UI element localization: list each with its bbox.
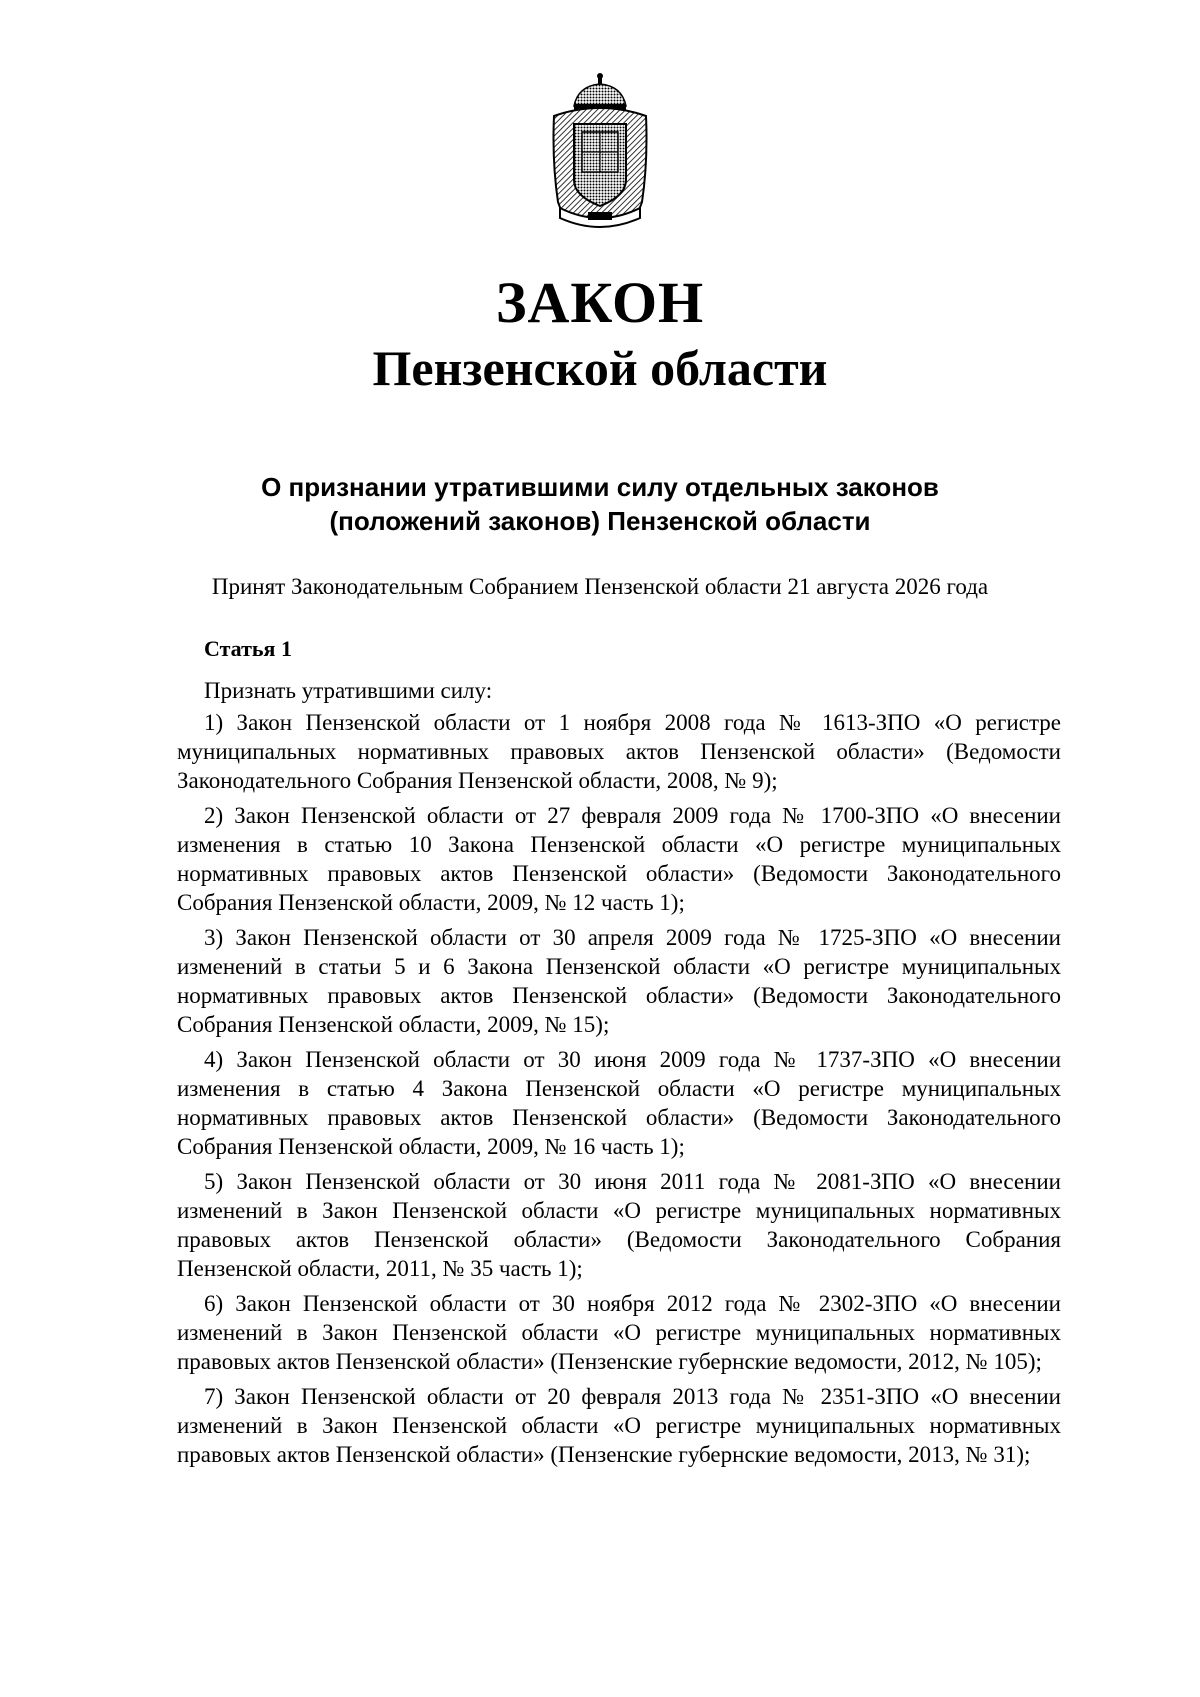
list-item: 6) Закон Пензенской области от 30 ноября 2012 года № 2302-ЗПО «О внесении изменений в Закон Пензенской области «О регистре муниципальных нормативных правовых актов Пензенской области» (Пензенские губернские ведомости, 2012, № 105); bbox=[177, 1291, 1061, 1374]
list-item: 1) Закон Пензенской области от 1 ноября 2008 года № 1613-ЗПО «О регистре муниципальных нормативных правовых актов Пензенской области» (Ведомости Законодательного Собрания Пензенской области, 2008, № 9); bbox=[177, 710, 1061, 793]
list-item: 7) Закон Пензенской области от 20 февраля 2013 года № 2351-ЗПО «О внесении изменений в Закон Пензенской области «О регистре муниципальных нормативных правовых актов Пензенской области» (Пензенские губернские ведомости, 2013, № 31); bbox=[177, 1384, 1061, 1467]
law-subject-line: О признании утратившими силу отдельных законов bbox=[261, 472, 939, 502]
law-subject bbox=[0, 470, 1200, 538]
article-body bbox=[177, 676, 1061, 1475]
penza-region-coat-of-arms-icon bbox=[544, 72, 656, 232]
article-intro: Признать утратившими силу: bbox=[204, 678, 493, 703]
law-subject-line: (положений законов) Пензенской области bbox=[329, 506, 871, 536]
list-item: 4) Закон Пензенской области от 30 июня 2009 года № 1737-ЗПО «О внесении изменения в статью 4 Закона Пензенской области «О регистре муниципальных нормативных правовых актов Пензенской области» (Ведомости Законодательного Собрания Пензенской области, 2009, № 16 часть 1); bbox=[177, 1047, 1061, 1159]
law-region-subtitle: Пензенской области bbox=[372, 340, 828, 396]
list-item: 5) Закон Пензенской области от 30 июня 2011 года № 2081-ЗПО «О внесении изменений в Закон Пензенской области «О регистре муниципальных нормативных правовых актов Пензенской области» (Ведомости Законодательного Собрания Пензенской области, 2011, № 35 часть 1); bbox=[177, 1169, 1061, 1281]
article-heading: Статья 1 bbox=[204, 636, 292, 661]
list-item: 3) Закон Пензенской области от 30 апреля 2009 года № 1725-ЗПО «О внесении изменений в статьи 5 и 6 Закона Пензенской области «О регистре муниципальных нормативных правовых актов Пензенской области» (Ведомости Законодательного Собрания Пензенской области, 2009, № 15); bbox=[177, 925, 1061, 1037]
law-title: ЗАКОН bbox=[495, 270, 705, 335]
adoption-note: Принят Законодательным Собранием Пензенской области 21 августа 2026 года bbox=[211, 574, 989, 599]
list-item: 2) Закон Пензенской области от 27 февраля 2009 года № 1700-ЗПО «О внесении изменения в статью 10 Закона Пензенской области «О регистре муниципальных нормативных правовых актов Пензенской области» (Ведомости Законодательного Собрания Пензенской области, 2009, № 12 часть 1); bbox=[177, 803, 1061, 915]
